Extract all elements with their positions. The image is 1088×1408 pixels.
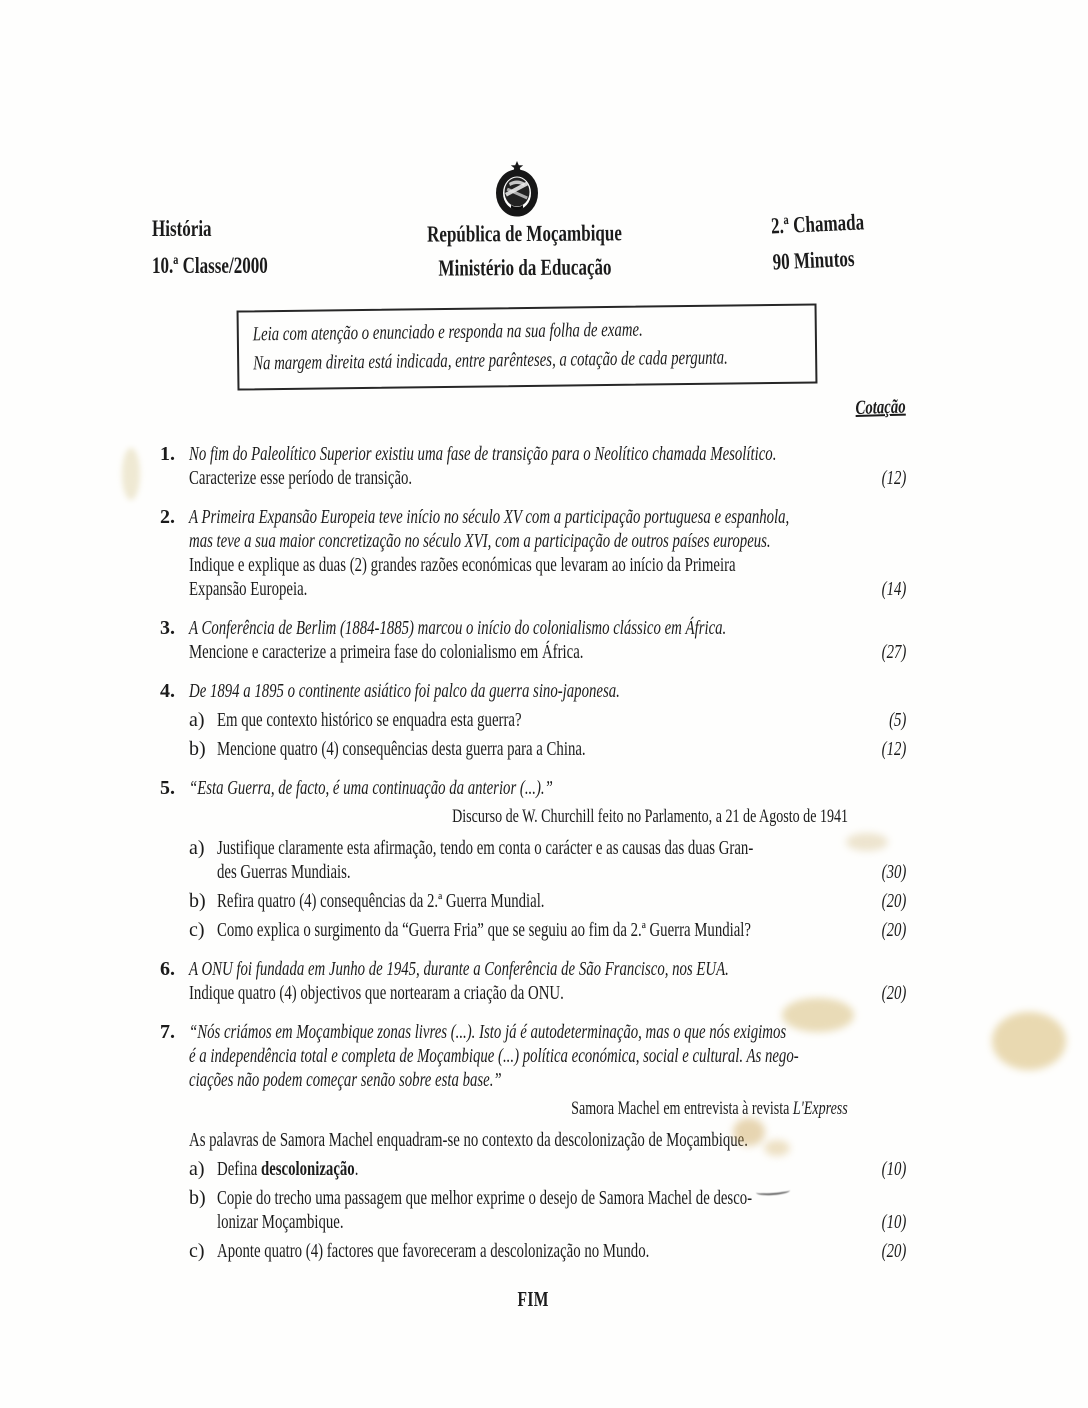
question-5 — [160, 776, 906, 942]
question-task: Indique quatro (4) objectivos que nortearam a criação da ONU. (20) — [189, 982, 906, 1004]
score-column-header: Cotação — [855, 395, 907, 419]
grade-year: 10.ª Classe/2000 — [152, 253, 268, 278]
instruction-line: Na margem direita está indicada, entre parênteses, a cotação de cada pergunta. — [253, 346, 728, 375]
question-stem: De 1894 a 1895 o continente asiático foi palco da guerra sino-japonesa. — [189, 680, 620, 702]
question-quote: “Nós criámos em Moçambique zonas livres (...). Isto já é autodeterminação, mas o que nós exigimos — [189, 1021, 787, 1043]
exam-call: 2.ª Chamada — [770, 209, 865, 239]
header-left — [152, 216, 308, 290]
question-3 — [160, 616, 906, 664]
subquestion-b: b) Refira quatro (4) consequências da 2.ª Guerra Mundial. (20) — [189, 890, 906, 912]
question-task: Indique e explique as duas (2) grandes razões económicas que levaram ao início da Primeira Expansão Europeia. (14) — [189, 554, 906, 600]
quote-attribution: Samora Machel em entrevista à revista L'Express — [571, 1098, 848, 1119]
score-value: (14) — [881, 578, 906, 600]
subquestion-c: c) Como explica o surgimento da “Guerra Fria” que se seguiu ao fim da 2.ª Guerra Mundial? (20) — [189, 919, 906, 941]
paper-stain — [122, 448, 140, 500]
score-value: (20) — [881, 1240, 906, 1262]
subquestion-a: a) Em que contexto histórico se enquadra esta guerra? (5) — [189, 709, 906, 731]
question-number: 7. — [160, 1021, 175, 1043]
score-value: (30) — [881, 861, 906, 883]
subquestion-a: a) Defina descolonização. (10) — [189, 1158, 906, 1180]
ministry-name: Ministério da Educação — [438, 254, 612, 281]
subject-title: História — [152, 216, 212, 241]
question-context: As palavras de Samora Machel enquadram-se no contexto da descolonização de Moçambique. — [189, 1129, 748, 1151]
question-stem: A ONU foi fundada em Junho de 1945, durante a Conferência de São Francisco, nos EUA. — [189, 958, 729, 980]
instruction-line: Leia com atenção o enunciado e responda na sua folha de exame. — [252, 318, 643, 346]
header-right — [770, 205, 973, 286]
question-number: 1. — [160, 443, 175, 465]
question-1 — [160, 442, 906, 490]
question-task: Mencione e caracterize a primeira fase do colonialismo em África. (27) — [189, 641, 906, 663]
subquestion-c: c) Aponte quatro (4) factores que favoreceram a descolonização no Mundo. (20) — [189, 1240, 906, 1262]
score-value: (20) — [881, 982, 906, 1004]
question-number: 3. — [160, 617, 175, 639]
end-label: FIM — [517, 1287, 549, 1311]
quote-attribution: Discurso de W. Churchill feito no Parlamento, a 21 de Agosto de 1941 — [452, 806, 848, 827]
question-number: 2. — [160, 506, 175, 528]
score-value: (10) — [881, 1211, 906, 1233]
exam-duration: 90 Minutos — [772, 245, 855, 275]
question-quote: é a independência total e completa de Moçambique (...) política económica, social e cultural. As nego- — [189, 1045, 799, 1067]
magazine-name: L'Express — [793, 1098, 848, 1119]
question-quote: “Esta Guerra, de facto, é uma continuação da anterior (...).” — [189, 777, 553, 799]
questions-area — [160, 395, 907, 1312]
question-stem: No fim do Paleolítico Superior existiu uma fase de transição para o Neolítico chamada Mesolítico. — [189, 443, 777, 465]
question-number: 4. — [160, 680, 175, 702]
score-value: (20) — [881, 919, 906, 941]
question-quote: ciações não podem começar senão sobre esta base.” — [189, 1069, 502, 1091]
subquestion-a: a) Justifique claramente esta afirmação, tendo em conta o carácter e as causas das duas Gran- des Guerras Mundiais. (30) — [189, 837, 906, 883]
subquestion-b: b) Mencione quatro (4) consequências desta guerra para a China. (12) — [189, 738, 906, 760]
question-6 — [160, 957, 906, 1005]
keyword-bold: descolonização — [260, 1158, 355, 1180]
score-value: (5) — [888, 709, 906, 731]
score-value: (12) — [881, 738, 906, 760]
country-name: República de Moçambique — [427, 220, 623, 247]
question-4 — [160, 679, 906, 761]
question-2 — [160, 505, 906, 601]
mozambique-coat-of-arms-icon — [491, 161, 543, 219]
instructions-box — [237, 303, 818, 390]
score-value: (20) — [881, 890, 906, 912]
question-stem: A Conferência de Berlim (1884-1885) marcou o início do colonialismo clássico em África. — [189, 617, 727, 639]
question-stem: A Primeira Expansão Europeia teve início no século XV com a participação portuguesa e espanhola, — [189, 506, 790, 528]
score-value: (12) — [881, 467, 906, 489]
question-task: Caracterize esse período de transição. (12) — [189, 467, 906, 489]
score-value: (10) — [881, 1158, 906, 1180]
question-stem: mas teve a sua maior concretização no século XVI, com a participação de outros países europeus. — [189, 530, 771, 552]
question-number: 5. — [160, 777, 175, 799]
question-number: 6. — [160, 958, 175, 980]
header-center — [330, 220, 720, 291]
subquestion-b: b) Copie do trecho uma passagem que melhor exprime o desejo de Samora Machel de desco- lonizar Moçambique. (10) — [189, 1187, 906, 1233]
question-7 — [160, 1020, 906, 1263]
paper-stain — [992, 1012, 1066, 1070]
score-value: (27) — [881, 641, 906, 663]
